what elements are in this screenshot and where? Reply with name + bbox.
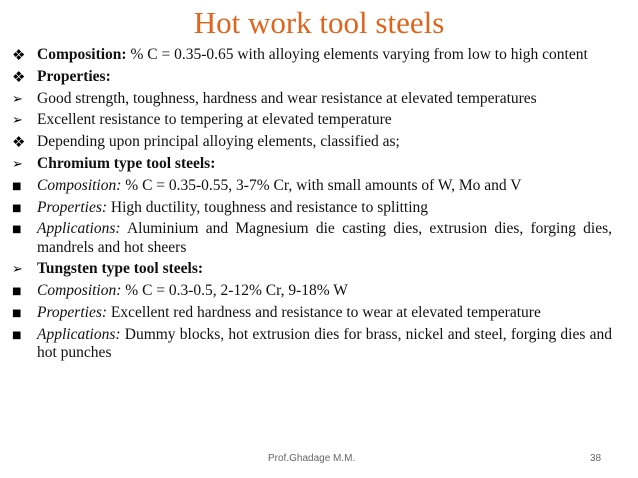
item-label: Composition: xyxy=(37,176,122,194)
list-item xyxy=(12,155,612,173)
arrowhead-bullet-icon: ➢ xyxy=(12,156,23,172)
item-label: Composition: xyxy=(37,46,127,63)
four-diamond-bullet-icon: ❖ xyxy=(12,67,26,86)
item-text: % C = 0.35-0.55, 3-7% Cr, with small amounts of W, Mo and V xyxy=(121,176,522,194)
square-bullet-icon: ■ xyxy=(12,307,22,319)
item-text: High ductility, toughness and resistance to splitting xyxy=(107,198,429,216)
page-number: 38 xyxy=(590,453,602,464)
square-bullet-icon: ■ xyxy=(12,286,22,298)
item-text: Dummy blocks, hot extrusion dies for brass, nickel and steel, forging dies and hot punches xyxy=(37,325,612,361)
four-diamond-bullet-icon: ❖ xyxy=(12,46,26,64)
list-item xyxy=(12,177,612,195)
square-bullet-icon: ■ xyxy=(12,202,22,214)
item-label: Composition: xyxy=(37,282,122,300)
list-item xyxy=(12,220,612,256)
item-label: Applications: xyxy=(37,220,121,238)
square-bullet-icon: ■ xyxy=(12,329,22,341)
list-item xyxy=(12,90,612,108)
item-text: Excellent resistance to tempering at elevated temperature xyxy=(37,111,392,129)
item-label: Properties: xyxy=(37,67,111,85)
list-item xyxy=(12,133,612,151)
list-item xyxy=(12,260,612,278)
item-label: Properties: xyxy=(37,198,108,216)
item-label: Applications: xyxy=(37,325,121,343)
four-diamond-bullet-icon: ❖ xyxy=(12,133,26,152)
slide-title: Hot work tool steels xyxy=(193,5,445,40)
item-text: % C = 0.35-0.65 with alloying elements varying from low to high content xyxy=(126,46,588,63)
list-item xyxy=(12,46,612,64)
arrowhead-bullet-icon: ➢ xyxy=(12,113,23,129)
bullet-list xyxy=(12,46,612,366)
square-bullet-icon: ■ xyxy=(12,224,22,236)
list-item xyxy=(12,304,612,322)
square-bullet-icon: ■ xyxy=(12,180,22,192)
item-label: Properties: xyxy=(37,303,108,321)
list-item xyxy=(12,199,612,217)
item-text: Excellent red hardness and resistance to wear at elevated temperature xyxy=(107,303,541,321)
item-text: Good strength, toughness, hardness and wear resistance at elevated temperatures xyxy=(37,89,537,107)
footer-author: Prof.Ghadage M.M. xyxy=(268,453,356,464)
item-text: Depending upon principal alloying elements, classified as; xyxy=(37,133,400,151)
list-item xyxy=(12,326,612,362)
list-item xyxy=(12,111,612,129)
item-text: % C = 0.3-0.5, 2-12% Cr, 9-18% W xyxy=(121,282,348,300)
arrowhead-bullet-icon: ➢ xyxy=(12,91,23,107)
list-item xyxy=(12,282,612,300)
arrowhead-bullet-icon: ➢ xyxy=(12,262,23,278)
item-text: Aluminium and Magnesium die casting dies, extrusion dies, forging dies, mandrels and hot sheers xyxy=(37,220,612,256)
item-label: Tungsten type tool steels: xyxy=(37,260,204,278)
list-item xyxy=(12,68,612,86)
item-label: Chromium type tool steels: xyxy=(37,154,216,172)
